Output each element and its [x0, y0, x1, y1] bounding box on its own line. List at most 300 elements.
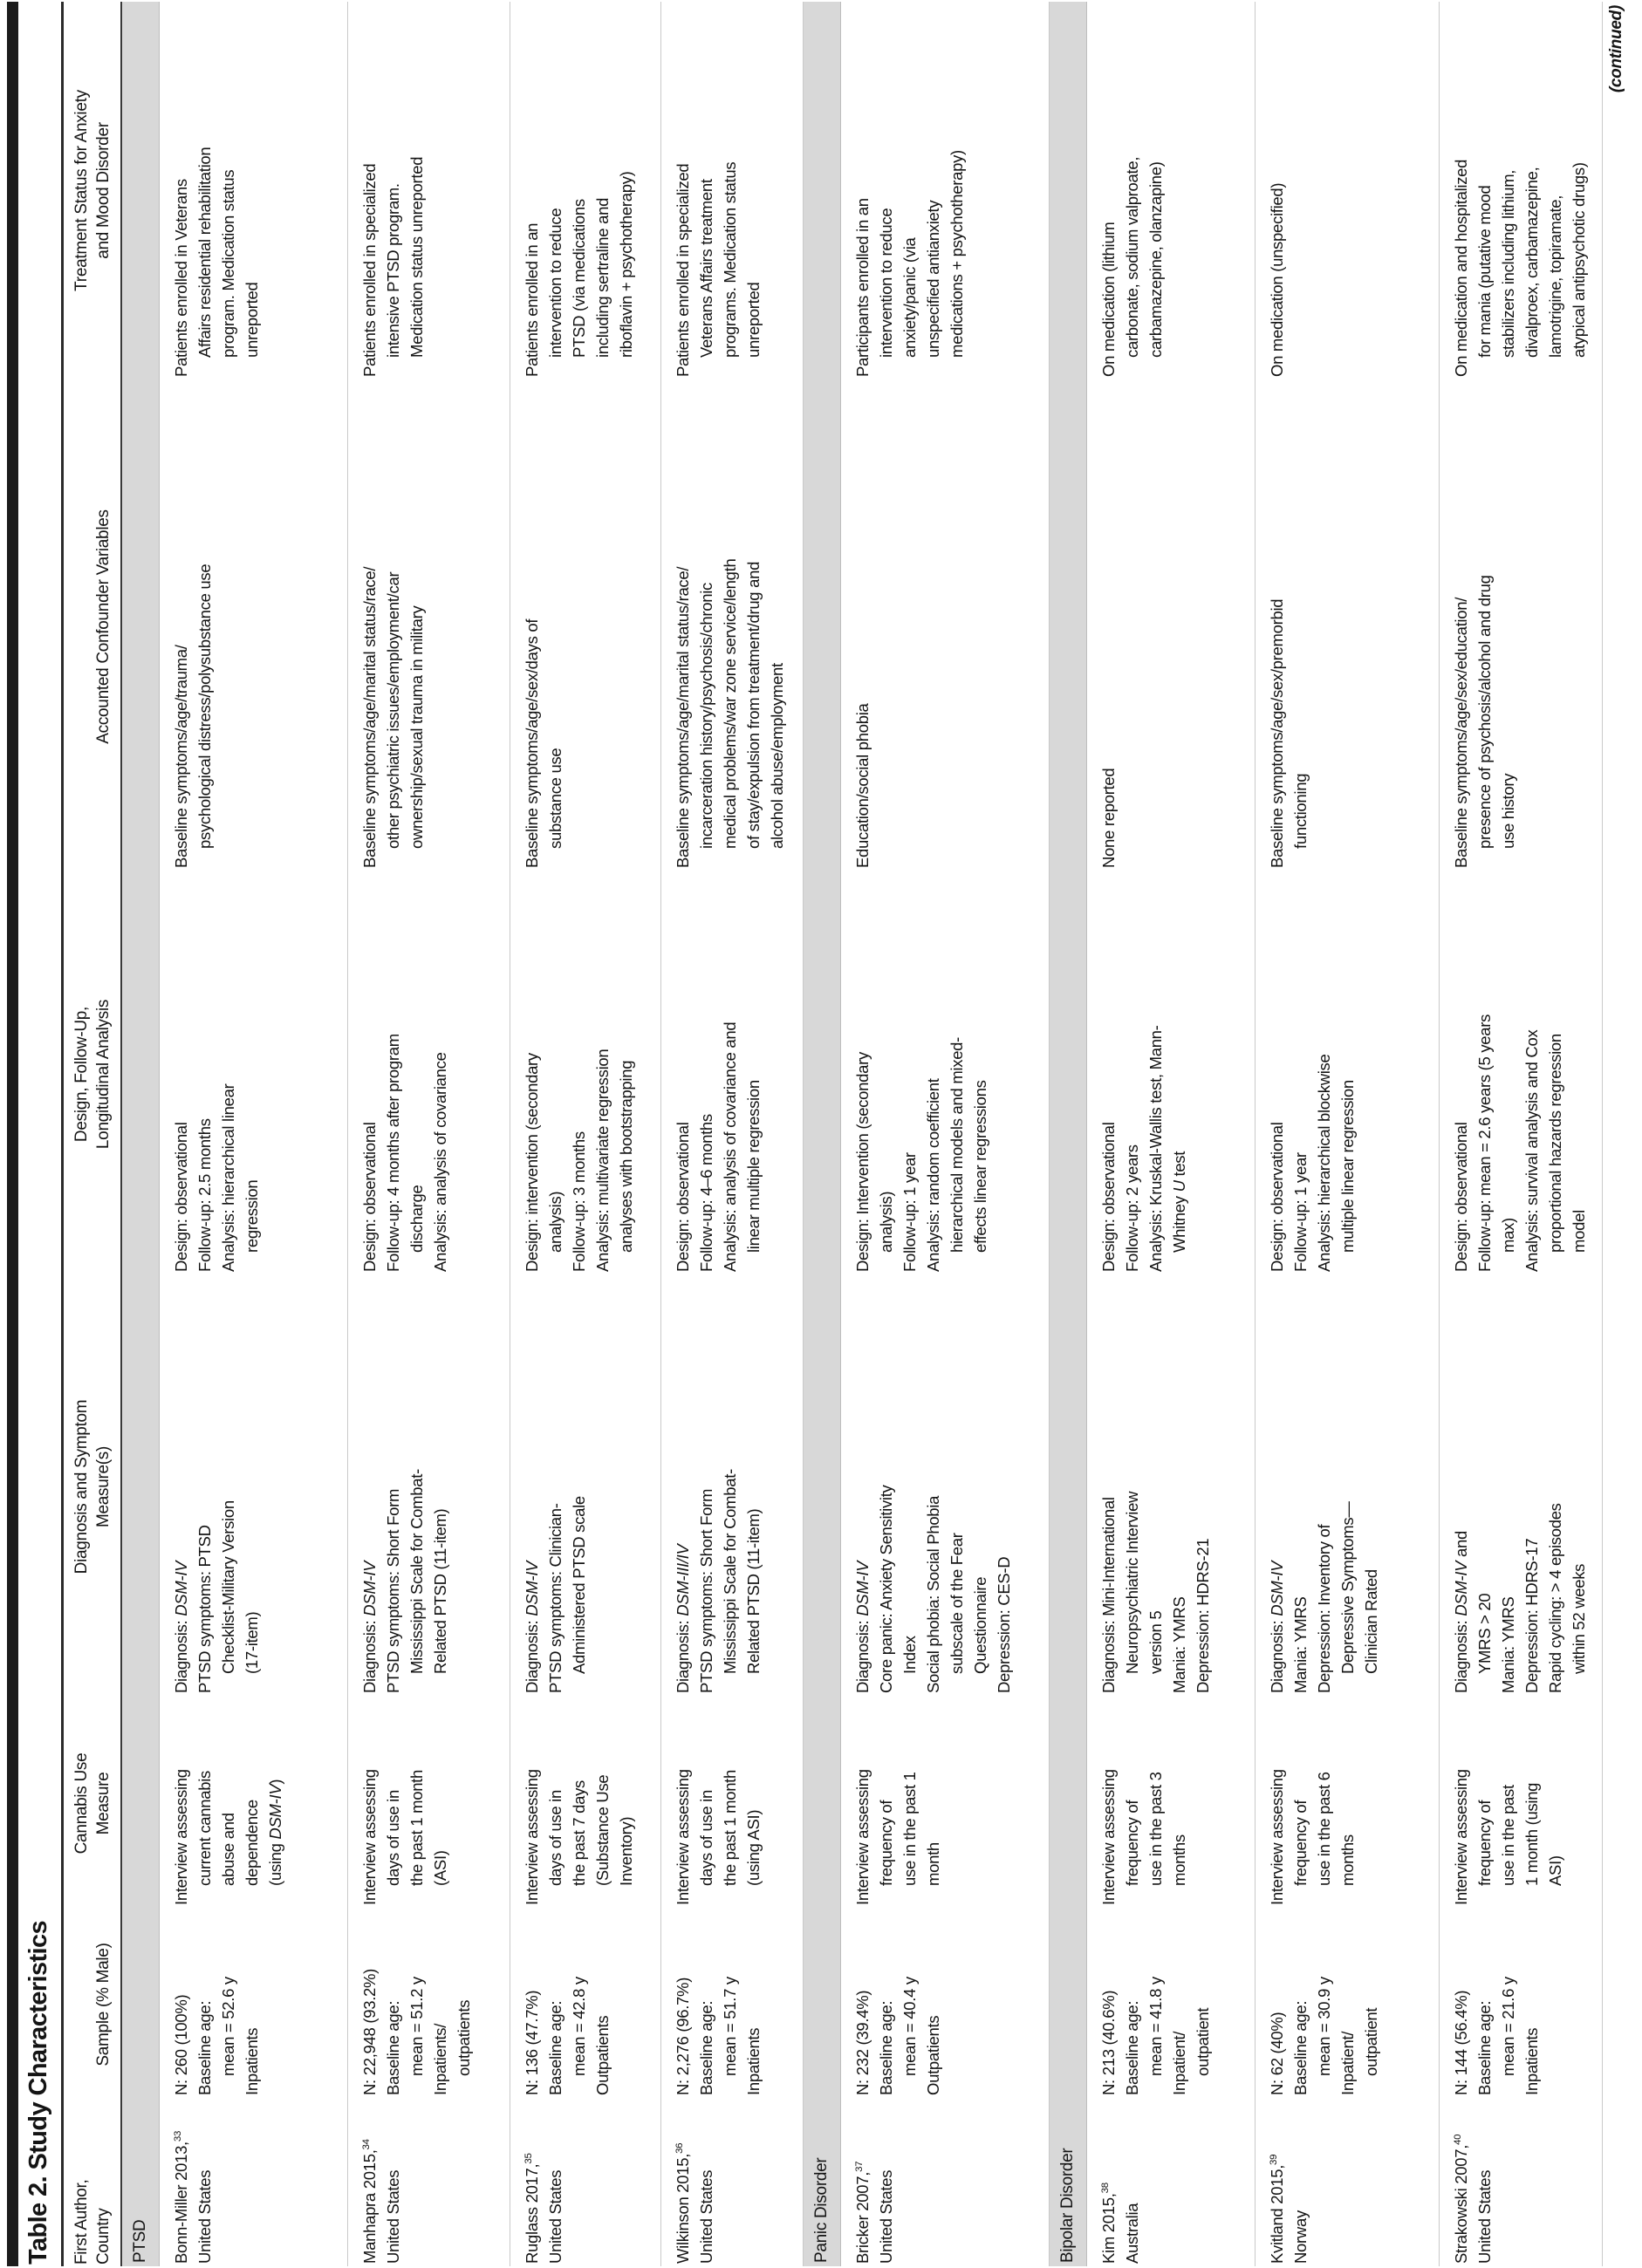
col-header-design — [71, 871, 114, 1274]
cell-line: (using ASI) — [743, 1809, 763, 1886]
cell-cannabis — [661, 1696, 803, 1908]
cell-line: mean = 51.2 y — [407, 1977, 426, 2076]
cell-line: Baseline age: — [1290, 2000, 1310, 2095]
cell-author — [1087, 2098, 1255, 2266]
author-citation: Manhapra 2015,34 — [359, 2139, 379, 2264]
cell-line: On medication and hospitalized — [1451, 159, 1470, 377]
author-ref-superscript: 34 — [360, 2139, 372, 2150]
cell-line: Design: observational — [1451, 1122, 1470, 1272]
cell-line: mean = 21.6 y — [1498, 1977, 1517, 2076]
cell-line: for mania (putative mood — [1474, 185, 1494, 358]
col-header-line: Accounted Confounder Variables — [93, 509, 113, 744]
cell-line: proportional hazards regression — [1545, 1034, 1564, 1253]
author-country: Australia — [1122, 2203, 1141, 2264]
cell-line: (using DSM-IV) — [265, 1779, 284, 1886]
table-top-rule — [7, 2, 18, 2266]
cell-line: Diagnosis: DSM-IV and — [1451, 1531, 1470, 1693]
cell-diagnosis — [841, 1274, 1049, 1696]
cell-line: days of use in — [696, 1790, 715, 1886]
cell-line: Patients enrolled in Veterans — [171, 179, 190, 377]
cell-line: N: 136 (47.7%) — [522, 1990, 541, 2095]
cell-confounders — [1255, 379, 1439, 871]
cell-treatment — [1440, 0, 1602, 379]
cell-line: outpatient — [1193, 2007, 1212, 2076]
cell-line: Design: observational — [359, 1122, 379, 1272]
author-country: Norway — [1290, 2210, 1310, 2264]
cell-line: Follow-up: 2.5 months — [195, 1118, 214, 1272]
cell-line: model — [1569, 1210, 1588, 1253]
cell-cannabis — [841, 1696, 1049, 1908]
cell-line: (ASI) — [430, 1850, 449, 1886]
cell-line: Diagnosis: DSM-IV — [359, 1561, 379, 1693]
cell-line: ASI) — [1545, 1855, 1564, 1886]
cell-line: Baseline age: — [1122, 2000, 1141, 2095]
cell-line: PTSD (via medications — [569, 199, 588, 358]
cell-line: subscale of the Fear — [947, 1533, 966, 1674]
cell-line: Analysis: multivariate regression — [592, 1049, 612, 1272]
author-citation: Bricker 2007,37 — [852, 2161, 872, 2264]
cell-line: regression — [242, 1179, 261, 1253]
col-header-author — [71, 2098, 114, 2266]
cell-line: Analysis: random coefficient — [923, 1078, 942, 1272]
cell-line: mean = 51.7 y — [720, 1977, 739, 2076]
cell-line: alcohol abuse/employment — [767, 663, 786, 849]
cell-line: frequency of — [1290, 1800, 1310, 1886]
cell-line: hierarchical models and mixed- — [947, 1036, 966, 1253]
cell-line: YMRS > 20 — [1474, 1593, 1494, 1674]
cell-line: Diagnosis: DSM-IV — [1267, 1561, 1286, 1693]
cell-cannabis — [1087, 1696, 1255, 1908]
col-header-line: Measure(s) — [93, 1445, 113, 1528]
table-row — [160, 2, 348, 2266]
author-citation: Kim 2015,38 — [1098, 2183, 1118, 2264]
cell-line: Analysis: survival analysis and Cox — [1522, 1029, 1541, 1272]
cell-cannabis — [160, 1696, 347, 1908]
cell-line: Diagnosis: DSM-IV — [171, 1561, 190, 1693]
cell-confounders — [348, 379, 510, 871]
table-row — [841, 2, 1050, 2266]
cell-line: month — [923, 1842, 942, 1886]
cell-author — [841, 2098, 1049, 2266]
cell-line: Follow-up: 3 months — [569, 1131, 588, 1272]
cell-line: Interview assessing — [673, 1769, 692, 1905]
cell-line: mean = 52.6 y — [218, 1977, 237, 2076]
cell-line: PTSD symptoms: Short Form — [383, 1488, 402, 1693]
cell-line: of stay/expulsion from treatment/drug and — [743, 561, 763, 849]
col-header-confounders — [92, 379, 114, 871]
cell-treatment — [841, 0, 1049, 379]
cell-line: N: 144 (56.4%) — [1451, 1990, 1470, 2095]
cell-line: other psychiatric issues/employment/car — [383, 571, 402, 849]
cell-line: Baseline symptoms/age/marital status/race/ — [673, 566, 692, 868]
cell-line: use history — [1498, 773, 1517, 849]
cell-line: On medication (unspecified) — [1267, 182, 1286, 377]
col-header-line: Sample (% Male) — [93, 1943, 113, 2066]
section-row — [804, 2, 841, 2266]
cell-treatment — [510, 0, 660, 379]
cell-line: Baseline symptoms/age/sex/premorbid — [1267, 598, 1286, 868]
cell-line: Analysis: hierarchical blockwise — [1314, 1054, 1333, 1272]
cell-line: 1 month (using — [1522, 1782, 1541, 1886]
cell-line: mean = 42.8 y — [569, 1977, 588, 2076]
cell-line: Inpatients — [1522, 2027, 1541, 2095]
table-row — [510, 2, 661, 2266]
cell-line: unreported — [242, 282, 261, 358]
cell-line: Design: intervention (secondary — [522, 1053, 541, 1272]
cell-line: analysis) — [876, 1191, 895, 1253]
cell-diagnosis — [348, 1274, 510, 1696]
cell-line: Index — [900, 1636, 919, 1674]
section-label: Bipolar Disorder — [1057, 2148, 1077, 2263]
study-table — [64, 2, 1603, 2266]
cell-diagnosis — [1440, 1274, 1602, 1696]
table-row — [661, 2, 804, 2266]
cell-design — [348, 871, 510, 1274]
author-ref-superscript: 38 — [1099, 2183, 1111, 2194]
cell-line: analyses with bootstrapping — [616, 1060, 635, 1253]
cell-line: outpatients — [454, 1999, 473, 2076]
cell-author — [160, 2098, 347, 2266]
cell-design — [510, 871, 660, 1274]
cell-line: Design: observational — [1267, 1122, 1286, 1272]
cell-line: version 5 — [1146, 1610, 1165, 1674]
cell-author — [348, 2098, 510, 2266]
author-ref-superscript: 36 — [674, 2142, 685, 2154]
cell-diagnosis — [160, 1274, 347, 1696]
cell-line: medications + psychotherapy) — [947, 150, 966, 358]
cell-confounders — [1440, 379, 1602, 871]
cell-author — [661, 2098, 803, 2266]
cell-line: use in the past 3 — [1146, 1772, 1165, 1886]
cell-line: substance use — [545, 748, 564, 849]
cell-line: Inpatients — [242, 2027, 261, 2095]
cell-line: Patients enrolled in specialized — [673, 163, 692, 377]
cell-line: Affairs residential rehabilitation — [195, 147, 214, 358]
cell-line: Analysis: analysis of covariance and — [720, 1021, 739, 1272]
section-label: PTSD — [130, 2219, 149, 2263]
cell-line: (Substance Use — [592, 1774, 612, 1886]
cell-line: PTSD symptoms: Clinician- — [545, 1503, 564, 1693]
cell-author — [1440, 2098, 1602, 2266]
section-row — [122, 2, 160, 2266]
cell-sample — [841, 1908, 1049, 2098]
cell-line: Inpatients/ — [430, 2023, 449, 2095]
cell-line: intervention to reduce — [545, 208, 564, 358]
cell-author — [1255, 2098, 1439, 2266]
cell-line: Depression: HDRS-17 — [1522, 1538, 1541, 1693]
cell-line: N: 260 (100%) — [171, 1994, 190, 2095]
col-header-line: Country — [93, 2208, 113, 2265]
cell-treatment — [1087, 0, 1255, 379]
cell-line: Participants enrolled in an — [852, 198, 872, 377]
table-row — [348, 2, 510, 2266]
cell-sample — [160, 1908, 347, 2098]
cell-line: discharge — [407, 1185, 426, 1253]
cell-line: N: 213 (40.6%) — [1098, 1990, 1118, 2095]
cell-line: including sertraline and — [592, 197, 612, 358]
cell-design — [1255, 871, 1439, 1274]
cell-line: Clinician Rated — [1361, 1569, 1380, 1674]
cell-line: Interview assessing — [359, 1769, 379, 1905]
cell-cannabis — [1440, 1696, 1602, 1908]
cell-line: effects linear regressions — [970, 1080, 989, 1253]
col-header-cannabis — [71, 1696, 114, 1908]
author-citation: Bonn-Miller 2013,33 — [171, 2130, 190, 2264]
cell-line: N: 232 (39.4%) — [852, 1990, 872, 2095]
cell-line: outpatient — [1361, 2007, 1380, 2076]
col-header-sample — [92, 1908, 114, 2098]
section-row — [1050, 2, 1087, 2266]
cell-line: Depression: Inventory of — [1314, 1524, 1333, 1693]
cell-design — [1440, 871, 1602, 1274]
cell-line: N: 2,276 (96.7%) — [673, 1977, 692, 2095]
cell-line: presence of psychosis/alcohol and drug — [1474, 575, 1494, 849]
header-row — [64, 2, 122, 2266]
cell-line: Baseline age: — [545, 2000, 564, 2095]
cell-line: divalproex, carbamazepine, — [1522, 167, 1541, 358]
cell-line: ownership/sexual trauma in military — [407, 605, 426, 849]
col-header-line: Measure — [93, 1772, 113, 1835]
cell-line: intervention to reduce — [876, 208, 895, 358]
cell-line: Patients enrolled in an — [522, 222, 541, 377]
table-row — [1255, 2, 1440, 2266]
author-country: United States — [383, 2169, 402, 2264]
cell-line: Checklist-Military Version — [218, 1500, 237, 1674]
cell-line: Whitney U test — [1169, 1151, 1188, 1253]
author-ref-superscript: 39 — [1268, 2154, 1279, 2165]
cell-line: Interview assessing — [171, 1769, 190, 1905]
cell-line: Analysis: analysis of covariance — [430, 1052, 449, 1272]
cell-line: Veterans Affairs treatment — [696, 179, 715, 358]
cell-diagnosis — [661, 1274, 803, 1696]
cell-line: Neuropsychiatric Interview — [1122, 1491, 1141, 1674]
cell-line: Follow-up: 2 years — [1122, 1144, 1141, 1272]
cell-diagnosis — [510, 1274, 660, 1696]
cell-line: Baseline age: — [696, 2000, 715, 2095]
cell-line: programs. Medication status — [720, 161, 739, 358]
table-title: Table 2. Study Characteristics — [24, 1920, 52, 2265]
cell-line: Interview assessing — [1098, 1769, 1118, 1905]
cell-line: incarceration history/psychosis/chronic — [696, 583, 715, 849]
cell-line: Mania: YMRS — [1498, 1596, 1517, 1693]
cell-line: Baseline symptoms/age/sex/days of — [522, 618, 541, 868]
cell-cannabis — [510, 1696, 660, 1908]
cell-line: Interview assessing — [522, 1769, 541, 1905]
cell-line: frequency of — [1122, 1800, 1141, 1886]
cell-sample — [1440, 1908, 1602, 2098]
cell-line: Design: observational — [1098, 1122, 1118, 1272]
cell-line: within 52 weeks — [1569, 1563, 1588, 1674]
cell-line: Analysis: Kruskal-Wallis test, Mann- — [1146, 1025, 1165, 1272]
cell-line: use in the past 6 — [1314, 1772, 1333, 1886]
cell-sample — [510, 1908, 660, 2098]
cell-line: Baseline age: — [1474, 2000, 1494, 2095]
cell-line: dependence — [242, 1800, 261, 1886]
author-ref-superscript: 37 — [853, 2161, 865, 2172]
cell-line: stabilizers including lithium, — [1498, 169, 1517, 358]
cell-confounders — [1087, 379, 1255, 871]
author-country: United States — [876, 2169, 895, 2264]
cell-line: frequency of — [876, 1800, 895, 1886]
cell-line: Follow-up: 4 months after program — [383, 1034, 402, 1272]
cell-line: carbonate, sodium valproate, — [1122, 156, 1141, 358]
cell-line: the past 7 days — [569, 1780, 588, 1886]
cell-line: unreported — [743, 282, 763, 358]
cell-line: Follow-up: 1 year — [1290, 1152, 1310, 1272]
col-header-diagnosis — [71, 1274, 114, 1696]
cell-line: analysis) — [545, 1191, 564, 1253]
cell-line: Design: Intervention (secondary — [852, 1052, 872, 1272]
cell-line: multiple linear regression — [1338, 1080, 1357, 1253]
author-country: United States — [195, 2169, 214, 2264]
cell-confounders — [160, 379, 347, 871]
cell-line: Mania: YMRS — [1169, 1596, 1188, 1693]
cell-line: Medication status unreported — [407, 156, 426, 358]
cell-sample — [348, 1908, 510, 2098]
author-country: United States — [696, 2169, 715, 2264]
cell-line: abuse and — [218, 1813, 237, 1886]
cell-line: linear multiple regression — [743, 1080, 763, 1253]
cell-line: Inventory) — [616, 1816, 635, 1886]
cell-confounders — [841, 379, 1049, 871]
cell-line: Mississippi Scale for Combat- — [407, 1469, 426, 1674]
cell-line: Diagnosis: DSM-III/IV — [673, 1544, 692, 1693]
cell-line: Baseline age: — [383, 2000, 402, 2095]
cell-line: Analysis: hierarchical linear — [218, 1083, 237, 1272]
cell-line: Depression: HDRS-21 — [1193, 1538, 1212, 1693]
cell-sample — [661, 1908, 803, 2098]
table-row — [1087, 2, 1255, 2266]
cell-line: lamotrigine, topiramate, — [1545, 195, 1564, 358]
cell-line: Interview assessing — [1267, 1769, 1286, 1905]
cell-line: Diagnosis: DSM-IV — [852, 1561, 872, 1693]
cell-line: Related PTSD (11-item) — [743, 1508, 763, 1674]
cell-line: Inpatient/ — [1338, 2031, 1357, 2095]
cell-design — [661, 871, 803, 1274]
cell-line: On medication (lithium — [1098, 222, 1118, 377]
cell-diagnosis — [1255, 1274, 1439, 1696]
cell-line: use in the past — [1498, 1785, 1517, 1886]
cell-line: Education/social phobia — [852, 703, 872, 868]
cell-line: Baseline age: — [195, 2000, 214, 2095]
cell-line: Rapid cycling: > 4 episodes — [1545, 1503, 1564, 1693]
cell-line: PTSD symptoms: PTSD — [195, 1525, 214, 1693]
cell-line: frequency of — [1474, 1800, 1494, 1886]
author-country: United States — [1474, 2169, 1494, 2264]
author-citation: Kvitland 2015,39 — [1267, 2154, 1286, 2264]
cell-line: Interview assessing — [852, 1769, 872, 1905]
cell-confounders — [661, 379, 803, 871]
cell-line: N: 62 (40%) — [1267, 2012, 1286, 2095]
table-row — [1440, 2, 1603, 2266]
cell-line: months — [1338, 1834, 1357, 1886]
cell-line: Related PTSD (11-item) — [430, 1508, 449, 1674]
cell-line: Diagnosis: Mini-International — [1098, 1497, 1118, 1693]
col-header-line: First Author, — [72, 2179, 91, 2265]
cell-line: Outpatients — [923, 2015, 942, 2095]
cell-line: mean = 40.4 y — [900, 1977, 919, 2076]
cell-design — [841, 871, 1049, 1274]
cell-line: Inpatients — [743, 2027, 763, 2095]
section-label: Panic Disorder — [811, 2157, 831, 2263]
col-header-line: Design, Follow-Up, — [72, 1006, 91, 1143]
cell-line: Administered PTSD scale — [569, 1496, 588, 1674]
cell-line: None reported — [1098, 768, 1118, 868]
cell-line: intensive PTSD program. — [383, 183, 402, 358]
cell-line: Design: observational — [171, 1122, 190, 1272]
cell-line: N: 22,948 (93.2%) — [359, 1968, 379, 2095]
cell-line: Patients enrolled in specialized — [359, 163, 379, 377]
cell-line: Depression: CES-D — [994, 1556, 1013, 1693]
cell-line: atypical antipsychotic drugs) — [1569, 162, 1588, 358]
cell-line: Baseline symptoms/age/marital status/race/ — [359, 566, 379, 868]
cell-confounders — [510, 379, 660, 871]
cell-line: carbamazepine, olanzapine) — [1146, 161, 1165, 358]
cell-line: Follow-up: 4–6 months — [696, 1114, 715, 1272]
author-citation: Wilkinson 2015,36 — [673, 2142, 692, 2264]
cell-line: the past 1 month — [407, 1769, 426, 1886]
author-ref-superscript: 35 — [523, 2153, 534, 2164]
author-country: United States — [545, 2169, 564, 2264]
cell-treatment — [661, 0, 803, 379]
cell-line: Outpatients — [592, 2015, 612, 2095]
cell-line: days of use in — [383, 1790, 402, 1886]
cell-line: Core panic: Anxiety Sensitivity — [876, 1485, 895, 1693]
cell-line: functioning — [1290, 773, 1310, 849]
cell-line: Baseline age: — [876, 2000, 895, 2095]
col-header-line: Longitudinal Analysis — [93, 999, 113, 1150]
cell-line: Diagnosis: DSM-IV — [522, 1561, 541, 1693]
cell-cannabis — [348, 1696, 510, 1908]
cell-author — [510, 2098, 660, 2266]
cell-line: months — [1169, 1834, 1188, 1886]
cell-line: the past 1 month — [720, 1769, 739, 1886]
cell-design — [160, 871, 347, 1274]
author-citation: Ruglass 2017,35 — [522, 2153, 541, 2264]
cell-line: anxiety/panic (via — [900, 237, 919, 358]
cell-treatment — [348, 0, 510, 379]
cell-line: psychological distress/polysubstance use — [195, 564, 214, 849]
cell-line: program. Medication status — [218, 169, 237, 358]
cell-line: Design: observational — [673, 1122, 692, 1272]
cell-line: Follow-up: mean = 2.6 years (5 years — [1474, 1014, 1494, 1272]
cell-line: Baseline symptoms/age/trauma/ — [171, 645, 190, 868]
cell-line: current cannabis — [195, 1771, 214, 1886]
author-citation: Strakowski 2007,40 — [1451, 2134, 1470, 2264]
col-header-treatment — [71, 0, 114, 379]
cell-sample — [1255, 1908, 1439, 2098]
col-header-line: and Mood Disorder — [93, 122, 113, 259]
cell-line: Questionnaire — [970, 1576, 989, 1674]
col-header-line: Diagnosis and Symptom — [72, 1399, 91, 1575]
cell-line: medical problems/war zone service/length — [720, 558, 739, 849]
cell-line: Mississippi Scale for Combat- — [720, 1469, 739, 1674]
col-header-line: Treatment Status for Anxiety — [72, 90, 91, 291]
cell-line: days of use in — [545, 1790, 564, 1886]
cell-line: Social phobia: Social Phobia — [923, 1495, 942, 1693]
cell-line: Baseline symptoms/age/sex/education/ — [1451, 597, 1470, 868]
cell-design — [1087, 871, 1255, 1274]
col-header-line: Cannabis Use — [72, 1752, 91, 1855]
cell-line: use in the past 1 — [900, 1772, 919, 1886]
cell-line: mean = 41.8 y — [1146, 1977, 1165, 2076]
cell-line: Mania: YMRS — [1290, 1596, 1310, 1693]
cell-line: mean = 30.9 y — [1314, 1977, 1333, 2076]
cell-line: PTSD symptoms: Short Form — [696, 1488, 715, 1693]
cell-diagnosis — [1087, 1274, 1255, 1696]
author-ref-superscript: 33 — [172, 2130, 183, 2142]
author-ref-superscript: 40 — [1452, 2134, 1463, 2145]
